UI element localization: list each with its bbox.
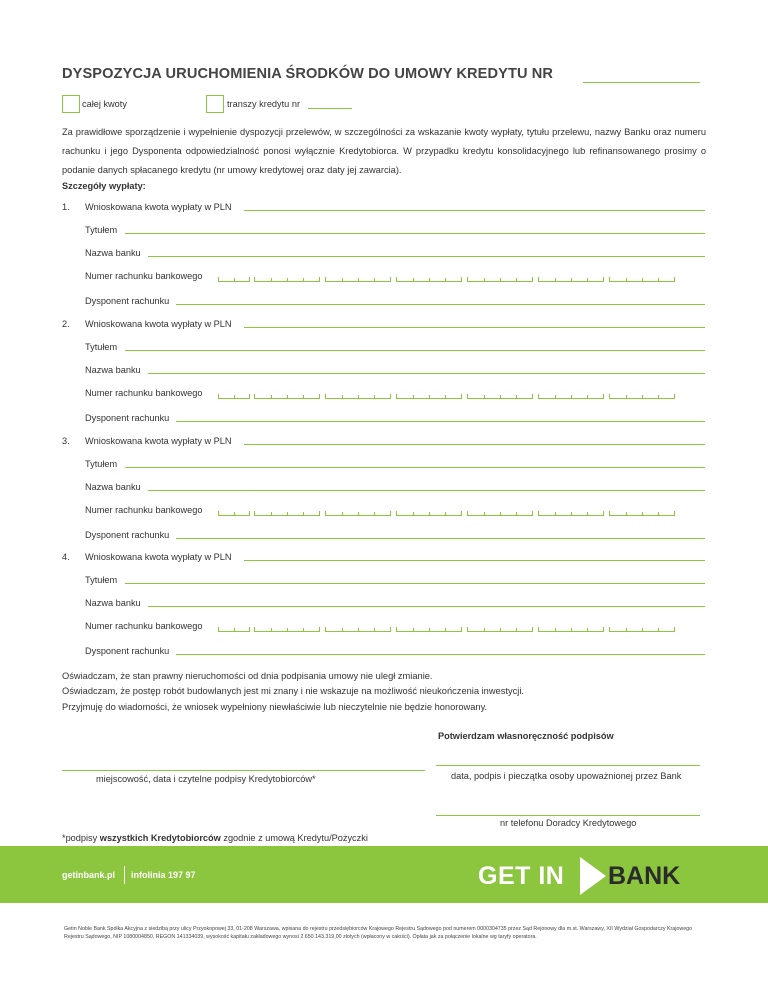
digit-separator xyxy=(342,395,343,398)
digit-separator xyxy=(587,395,588,398)
digit-separator xyxy=(342,512,343,515)
payout-title-field[interactable] xyxy=(125,350,705,351)
infoline: infolinia 197 97 xyxy=(131,870,196,880)
advisor-phone-field[interactable] xyxy=(436,815,700,816)
account-digit-group[interactable] xyxy=(609,394,675,399)
account-digit-group[interactable] xyxy=(218,511,250,516)
payout-account-label: Numer rachunku bankowego xyxy=(85,271,203,281)
digit-separator xyxy=(413,395,414,398)
digit-separator xyxy=(516,512,517,515)
borrowers-signature-field[interactable] xyxy=(62,770,425,771)
account-digit-group[interactable] xyxy=(325,627,391,632)
footnote-suffix: zgodnie z umową Kredytu/Pożyczki xyxy=(220,833,368,843)
payout-account-label: Numer rachunku bankowego xyxy=(85,505,203,515)
account-digit-group[interactable] xyxy=(218,277,250,282)
digit-separator xyxy=(555,395,556,398)
digit-separator xyxy=(374,395,375,398)
digit-separator xyxy=(658,395,659,398)
digit-separator xyxy=(374,512,375,515)
digit-separator xyxy=(303,628,304,631)
digit-separator xyxy=(516,395,517,398)
digit-separator xyxy=(642,395,643,398)
footer-divider xyxy=(124,866,125,884)
payout-amount-label: Wnioskowana kwota wypłaty w PLN xyxy=(85,319,232,329)
digit-separator xyxy=(287,395,288,398)
payout-bank-label: Nazwa banku xyxy=(85,598,141,608)
digit-separator xyxy=(500,628,501,631)
digit-separator xyxy=(445,512,446,515)
logo-bank-text: BANK xyxy=(608,862,681,890)
payout-bank-field[interactable] xyxy=(148,373,705,374)
payout-holder-label: Dysponent rachunku xyxy=(85,530,170,540)
digit-separator xyxy=(516,628,517,631)
account-digit-group[interactable] xyxy=(467,627,533,632)
payout-holder-field[interactable] xyxy=(176,421,705,422)
payout-bank-field[interactable] xyxy=(148,490,705,491)
digit-separator xyxy=(626,395,627,398)
digit-separator xyxy=(374,628,375,631)
digit-separator xyxy=(271,628,272,631)
payout-title-field[interactable] xyxy=(125,233,705,234)
payout-bank-label: Nazwa banku xyxy=(85,482,141,492)
account-digit-group[interactable] xyxy=(467,511,533,516)
account-digit-group[interactable] xyxy=(325,277,391,282)
account-digit-group[interactable] xyxy=(609,277,675,282)
digit-separator xyxy=(234,628,235,631)
digit-separator xyxy=(484,278,485,281)
account-digit-group[interactable] xyxy=(254,627,320,632)
digit-separator xyxy=(303,395,304,398)
account-digit-group[interactable] xyxy=(609,511,675,516)
footnote-bold: wszystkich Kredytobiorców xyxy=(99,833,221,843)
account-digit-group[interactable] xyxy=(396,277,462,282)
bank-signature-label: data, podpis i pieczątka osoby upoważnionej przez Bank xyxy=(451,771,682,781)
digit-separator xyxy=(587,512,588,515)
payout-bank-label: Nazwa banku xyxy=(85,365,141,375)
payout-title-label: Tytułem xyxy=(85,225,118,235)
digit-separator xyxy=(271,512,272,515)
payout-account-label: Numer rachunku bankowego xyxy=(85,388,203,398)
tranche-checkbox[interactable] xyxy=(206,95,224,113)
tranche-number-field[interactable] xyxy=(308,108,352,109)
digit-separator xyxy=(642,278,643,281)
digit-separator xyxy=(445,278,446,281)
digit-separator xyxy=(484,395,485,398)
digit-separator xyxy=(413,512,414,515)
account-digit-group[interactable] xyxy=(218,627,250,632)
digit-separator xyxy=(342,278,343,281)
digit-separator xyxy=(413,628,414,631)
payout-holder-label: Dysponent rachunku xyxy=(85,413,170,423)
intro-paragraph: Za prawidłowe sporządzenie i wypełnienie dyspozycji przelewów, w szczególności za wskazanie kwoty wypłaty, tytułu przelewu, nazwy Banku oraz numeru rachunku i jego Dysponenta odpowiedzialność ponosi wyłącznie Kredytobiorca. W przypadku kredytu konsolidacyjnego lub refinansowanego prosimy o podanie danych spłacanego kredytu (nr umowy kredytowej oraz daty jej zawarcia). xyxy=(62,127,706,175)
declaration-2: Oświadczam, że postęp robót budowlanych jest mi znany i nie wskazuje na możliwość nieukończenia inwestycji. xyxy=(62,686,524,696)
digit-separator xyxy=(429,512,430,515)
account-digit-group[interactable] xyxy=(538,511,604,516)
account-digit-group[interactable] xyxy=(396,394,462,399)
account-digit-group[interactable] xyxy=(325,394,391,399)
digit-separator xyxy=(234,395,235,398)
payout-number: 3. xyxy=(62,436,70,446)
payout-amount-label: Wnioskowana kwota wypłaty w PLN xyxy=(85,202,232,212)
logo-getin-text: GET IN xyxy=(478,862,565,890)
website-link[interactable]: getinbank.pl xyxy=(62,870,116,880)
account-digit-group[interactable] xyxy=(218,394,250,399)
payout-holder-label: Dysponent rachunku xyxy=(85,296,170,306)
footnote-prefix: *podpisy xyxy=(62,833,100,843)
digit-separator xyxy=(500,512,501,515)
payout-title-field[interactable] xyxy=(125,467,705,468)
payout-amount-field[interactable] xyxy=(244,327,705,328)
digit-separator xyxy=(484,512,485,515)
digit-separator xyxy=(445,395,446,398)
logo-arrow-icon xyxy=(578,857,608,895)
digit-separator xyxy=(358,628,359,631)
digit-separator xyxy=(642,628,643,631)
payout-amount-field[interactable] xyxy=(244,444,705,445)
digit-separator xyxy=(358,395,359,398)
declaration-1: Oświadczam, że stan prawny nieruchomości od dnia podpisania umowy nie uległ zmianie. xyxy=(62,671,433,681)
digit-separator xyxy=(658,628,659,631)
digit-separator xyxy=(500,278,501,281)
digit-separator xyxy=(555,628,556,631)
digit-separator xyxy=(571,512,572,515)
digit-separator xyxy=(303,512,304,515)
digit-separator xyxy=(429,628,430,631)
account-digit-group[interactable] xyxy=(325,511,391,516)
digit-separator xyxy=(500,395,501,398)
payout-amount-label: Wnioskowana kwota wypłaty w PLN xyxy=(85,552,232,562)
payout-number: 4. xyxy=(62,552,70,562)
digit-separator xyxy=(429,278,430,281)
payout-title-label: Tytułem xyxy=(85,575,118,585)
digit-separator xyxy=(658,512,659,515)
digit-separator xyxy=(571,628,572,631)
digit-separator xyxy=(587,278,588,281)
digit-separator xyxy=(658,278,659,281)
digit-separator xyxy=(287,512,288,515)
digit-separator xyxy=(287,628,288,631)
digit-separator xyxy=(571,395,572,398)
payout-holder-field[interactable] xyxy=(176,538,705,539)
digit-separator xyxy=(234,512,235,515)
digit-separator xyxy=(413,278,414,281)
borrowers-signature-label: miejscowość, data i czytelne podpisy Kredytobiorców* xyxy=(96,774,316,784)
digit-separator xyxy=(642,512,643,515)
digit-separator xyxy=(555,278,556,281)
digit-separator xyxy=(626,278,627,281)
full-amount-label: całej kwoty xyxy=(82,99,127,109)
confirm-heading: Potwierdzam własnoręczność podpisów xyxy=(438,731,614,741)
digit-separator xyxy=(626,628,627,631)
account-digit-group[interactable] xyxy=(254,511,320,516)
payout-bank-field[interactable] xyxy=(148,606,705,607)
payout-holder-field[interactable] xyxy=(176,304,705,305)
payout-account-label: Numer rachunku bankowego xyxy=(85,621,203,631)
footnote xyxy=(62,833,368,843)
digit-separator xyxy=(358,278,359,281)
digit-separator xyxy=(342,628,343,631)
advisor-phone-label: nr telefonu Doradcy Kredytowego xyxy=(500,818,637,828)
account-digit-group[interactable] xyxy=(396,511,462,516)
payout-holder-label: Dysponent rachunku xyxy=(85,646,170,656)
digit-separator xyxy=(484,628,485,631)
payout-amount-field[interactable] xyxy=(244,210,705,211)
digit-separator xyxy=(626,512,627,515)
full-amount-checkbox[interactable] xyxy=(62,95,80,113)
digit-separator xyxy=(516,278,517,281)
payout-bank-field[interactable] xyxy=(148,256,705,257)
account-digit-group[interactable] xyxy=(254,277,320,282)
payout-title-label: Tytułem xyxy=(85,342,118,352)
digit-separator xyxy=(271,395,272,398)
tranche-label: transzy kredytu nr xyxy=(227,99,301,109)
payout-amount-label: Wnioskowana kwota wypłaty w PLN xyxy=(85,436,232,446)
account-digit-group[interactable] xyxy=(467,277,533,282)
payout-title-field[interactable] xyxy=(125,583,705,584)
account-digit-group[interactable] xyxy=(538,627,604,632)
digit-separator xyxy=(571,278,572,281)
digit-separator xyxy=(287,278,288,281)
account-digit-group[interactable] xyxy=(538,277,604,282)
page-title: DYSPOZYCJA URUCHOMIENIA ŚRODKÓW DO UMOWY KREDYTU NR xyxy=(62,66,554,82)
digit-separator xyxy=(234,278,235,281)
account-digit-group[interactable] xyxy=(467,394,533,399)
payout-title-label: Tytułem xyxy=(85,459,118,469)
payout-number: 2. xyxy=(62,319,70,329)
digit-separator xyxy=(587,628,588,631)
legal-notice: Getin Noble Bank Spółka Akcyjna z siedzibą przy ulicy Przyokopowej 33, 01-208 Warszawa, wpisana do rejestru przedsiębiorców Krajowego Rejestru Sądowego pod numerem 0000304735 przez Sąd Rejonowy dla m.st. Warszawy, XII Wydział Gospodarczy Krajowego Rejestru Sądowego, NIP 1080004850, REGON 141334039, wysokość kapitału zakładowego wynosi 2.650.143.319,00 złotych (wpłacony w całości). Opłata jak za połączenie lokalne wg taryfy operatora. xyxy=(64,926,693,940)
payout-bank-label: Nazwa banku xyxy=(85,248,141,258)
payout-holder-field[interactable] xyxy=(176,654,705,655)
account-digit-group[interactable] xyxy=(609,627,675,632)
payout-amount-field[interactable] xyxy=(244,560,705,561)
digit-separator xyxy=(358,512,359,515)
digit-separator xyxy=(429,395,430,398)
digit-separator xyxy=(555,512,556,515)
contract-number-field[interactable] xyxy=(583,82,700,83)
digit-separator xyxy=(271,278,272,281)
account-digit-group[interactable] xyxy=(396,627,462,632)
declaration-3: Przyjmuję do wiadomości, że wniosek wypełniony niewłaściwie lub nieczytelnie nie będzie honorowany. xyxy=(62,702,488,712)
bank-signature-field[interactable] xyxy=(436,765,700,766)
digit-separator xyxy=(445,628,446,631)
payout-number: 1. xyxy=(62,202,70,212)
account-digit-group[interactable] xyxy=(254,394,320,399)
account-digit-group[interactable] xyxy=(538,394,604,399)
digit-separator xyxy=(303,278,304,281)
digit-separator xyxy=(374,278,375,281)
section-title: Szczegóły wypłaty: xyxy=(62,181,146,191)
